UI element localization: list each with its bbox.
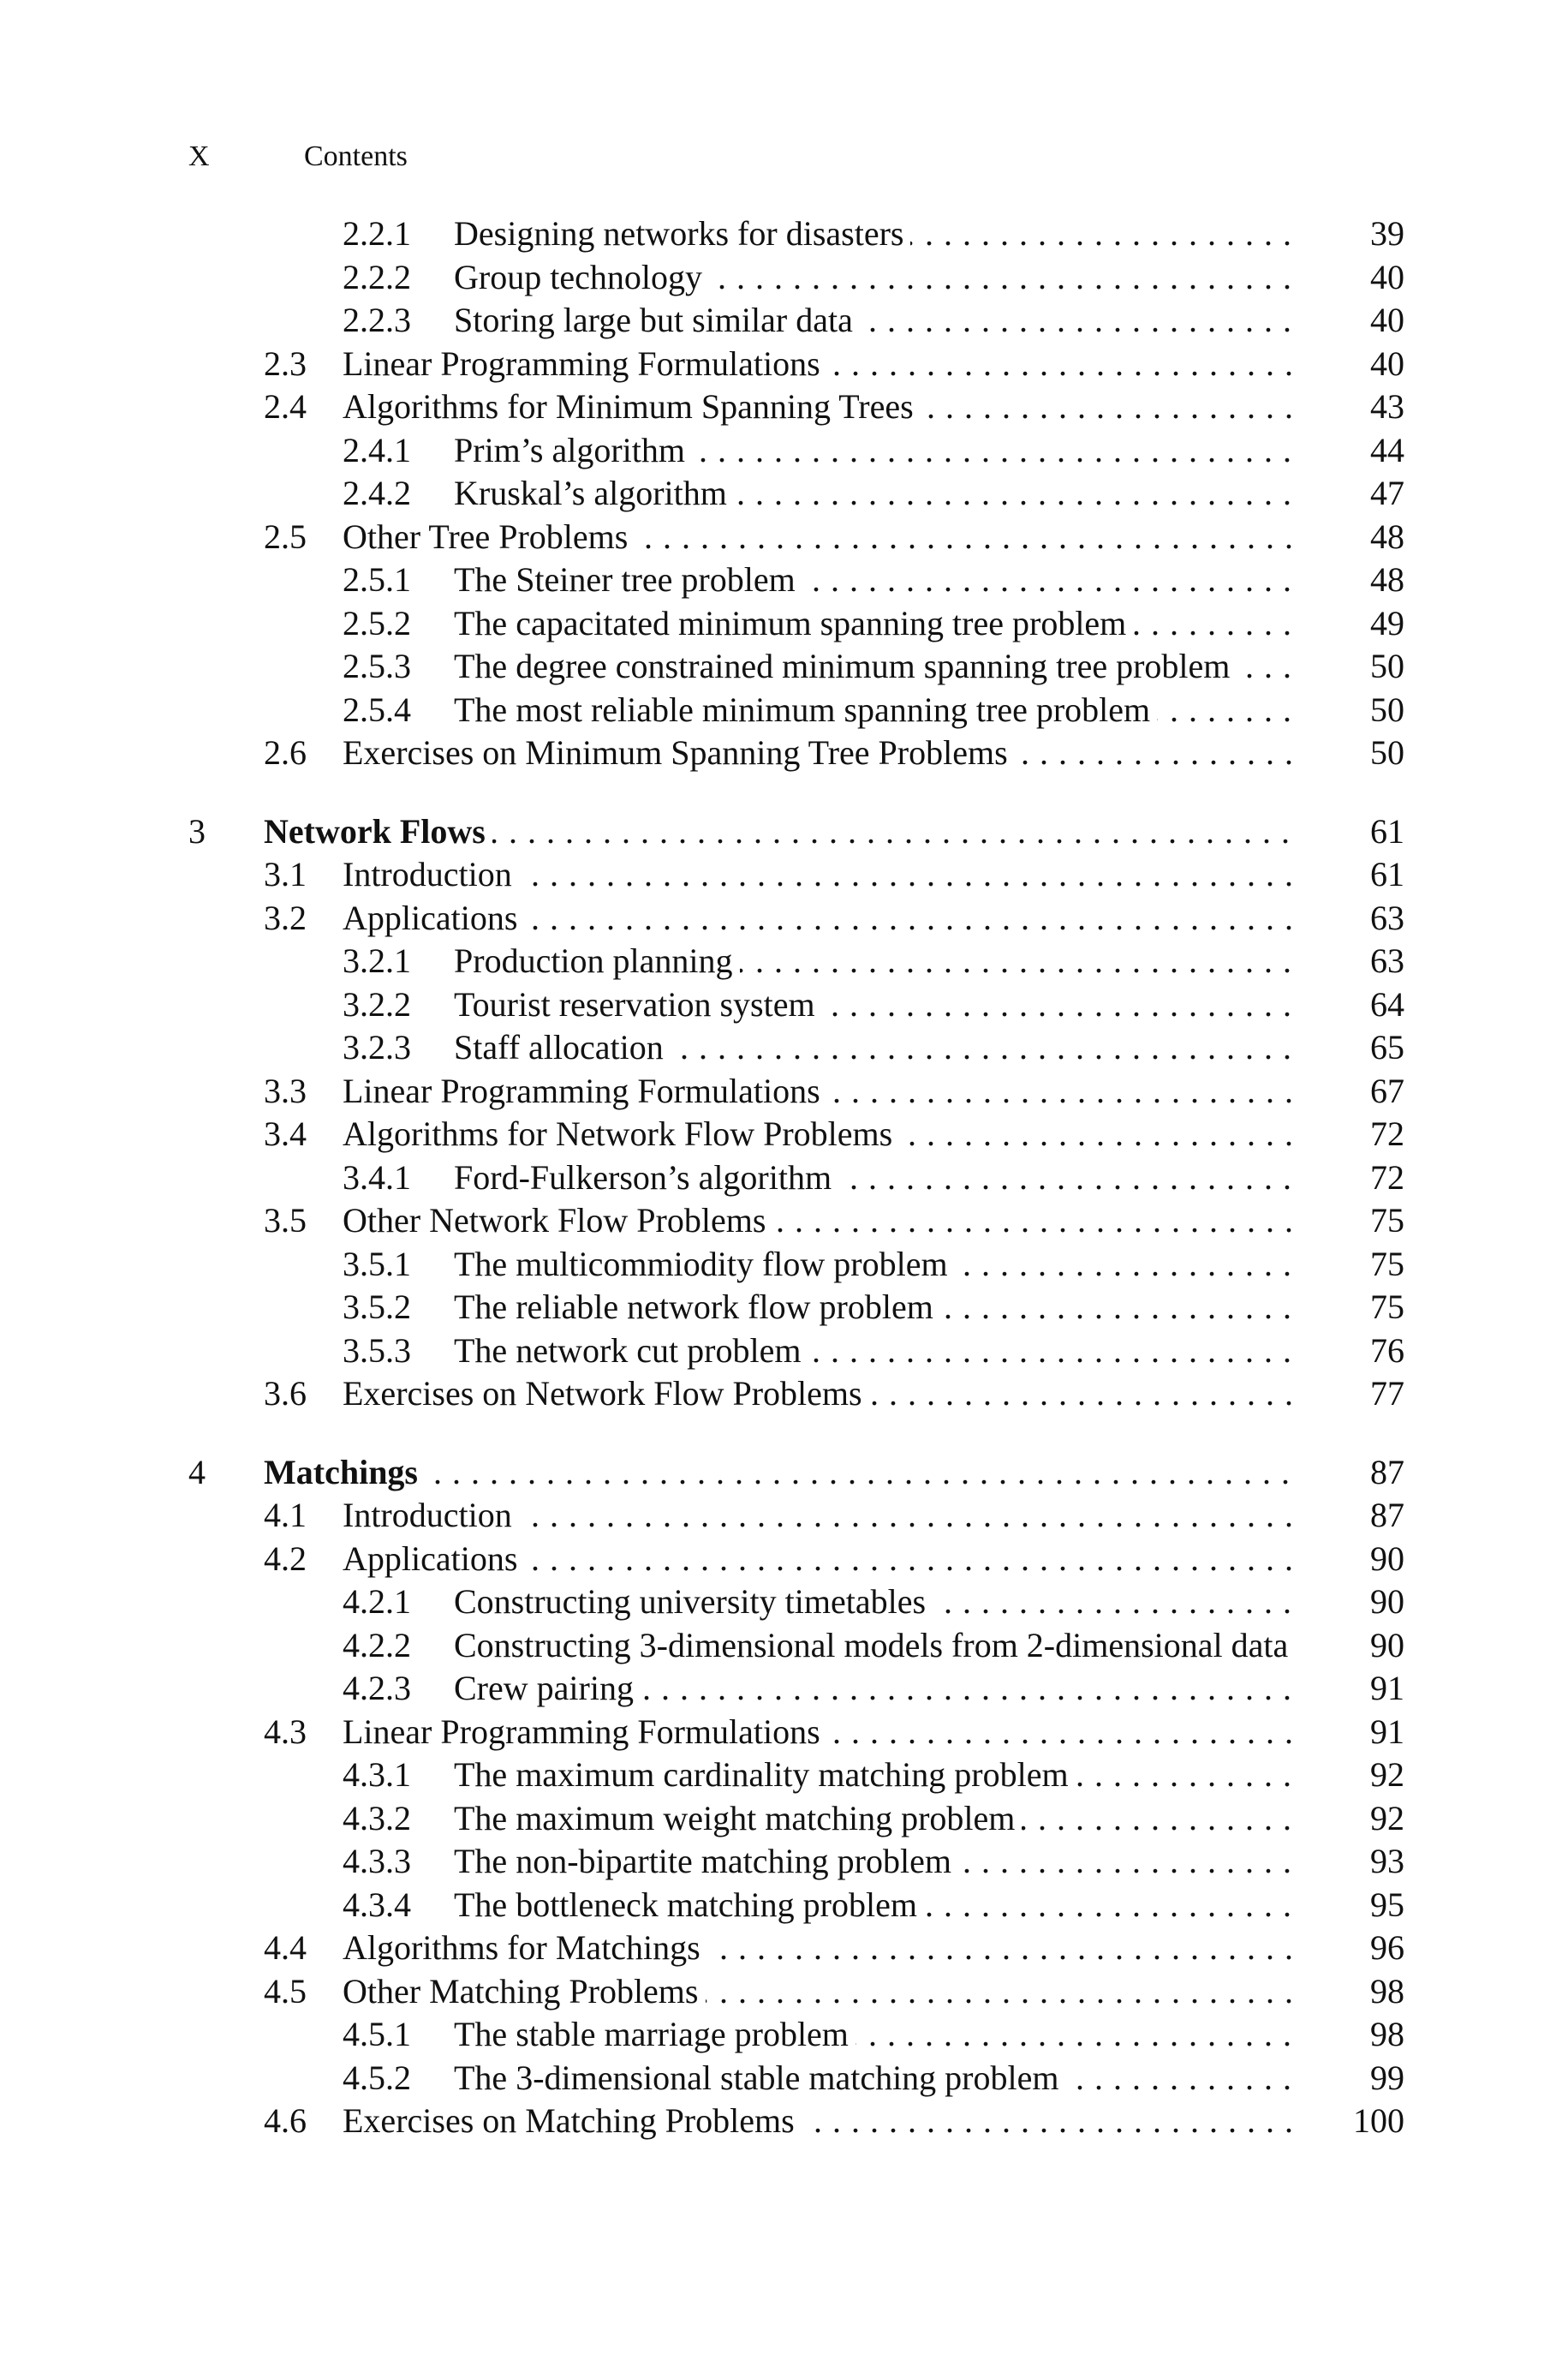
- toc-entry-section[interactable]: [188, 2100, 1404, 2143]
- toc-entry-title-text: Linear Programming Formulations: [343, 344, 827, 383]
- toc-entry-page: 63: [1370, 941, 1404, 980]
- toc-entry-subsection[interactable]: [188, 1026, 1404, 1070]
- toc-entry-page: 87: [1370, 1496, 1404, 1534]
- toc-entry-page: 91: [1370, 1669, 1404, 1707]
- toc-entry-number: 3.5.2: [343, 1288, 411, 1326]
- toc-entry-title: [454, 1797, 1302, 1841]
- toc-entry-title-text: Prim’s algorithm: [454, 431, 692, 469]
- toc-entry-title: [343, 385, 1302, 429]
- toc-entry-subsection[interactable]: [188, 2057, 1404, 2100]
- toc-entry-subsection[interactable]: [188, 1884, 1404, 1927]
- toc-entry-page: 49: [1370, 603, 1404, 642]
- toc-entry-chapter[interactable]: [188, 810, 1404, 854]
- toc-entry-title-text: Kruskal’s algorithm: [454, 474, 734, 512]
- toc-entry-number: 2.3: [264, 344, 307, 383]
- toc-entry-subsection[interactable]: [188, 559, 1404, 602]
- toc-entry-number: 4.4: [264, 1928, 307, 1967]
- toc-entry-page: 91: [1370, 1712, 1404, 1751]
- toc-entry-page: 40: [1370, 344, 1404, 383]
- toc-entry-section[interactable]: [188, 1711, 1404, 1754]
- toc-entry-title: [454, 689, 1302, 732]
- toc-entry-title-text: Crew pairing: [454, 1669, 641, 1707]
- toc-entry-page: 43: [1370, 387, 1404, 426]
- toc-entry-number: 3.2: [264, 898, 307, 937]
- toc-entry-number: 2.2.2: [343, 257, 411, 296]
- toc-entry-title: [454, 645, 1302, 689]
- toc-entry-title-text: Algorithms for Matchings: [343, 1928, 707, 1967]
- toc-entry-title-text: Constructing university timetables: [454, 1582, 933, 1621]
- toc-entry-subsection[interactable]: [188, 645, 1404, 689]
- toc-entry-title-text: Introduction: [343, 855, 519, 893]
- toc-entry-page: 77: [1370, 1374, 1404, 1413]
- toc-entry-title-text: The most reliable minimum spanning tree problem: [454, 690, 1157, 729]
- toc-entry-title: [343, 1970, 1302, 2014]
- toc-entry-section[interactable]: [188, 1372, 1404, 1416]
- toc-entry-title-text: The capacitated minimum spanning tree problem: [454, 604, 1133, 642]
- toc-entry-title-text: Exercises on Network Flow Problems: [343, 1374, 869, 1413]
- toc-entry-page: 47: [1370, 474, 1404, 512]
- toc-entry-number: 4.6: [264, 2101, 307, 2140]
- toc-entry-title-text: Network Flows: [264, 812, 492, 851]
- toc-entry-title-text: The stable marriage problem: [454, 2015, 856, 2053]
- toc-entry-number: 2.4.2: [343, 474, 411, 512]
- toc-entry-title: [343, 897, 1302, 941]
- toc-entry-number: 3.2.2: [343, 984, 411, 1024]
- toc-entry-number: 4.5.1: [343, 2015, 411, 2053]
- toc-entry-section[interactable]: [188, 1494, 1404, 1538]
- toc-entry-section[interactable]: [188, 732, 1404, 775]
- toc-entry-title: [264, 1451, 1302, 1495]
- toc-entry-subsection[interactable]: [188, 472, 1404, 516]
- toc-entry-subsection[interactable]: [188, 1624, 1404, 1668]
- toc-entry-page: 90: [1370, 1582, 1404, 1621]
- toc-entry-page: 50: [1370, 733, 1404, 772]
- toc-entry-title-text: Constructing 3-dimensional models from 2-dimensional data: [454, 1626, 1295, 1664]
- toc-entry-subsection[interactable]: [188, 429, 1404, 473]
- toc-entry-subsection[interactable]: [188, 2013, 1404, 2057]
- toc-entry-title: [343, 1538, 1302, 1581]
- toc-entry-number: 2.5.4: [343, 690, 411, 729]
- toc-entry-title-text: The reliable network flow problem: [454, 1288, 940, 1326]
- toc-entry-chapter[interactable]: [188, 1451, 1404, 1495]
- toc-entry-number: 4.3.3: [343, 1842, 411, 1880]
- toc-entry-title-text: The bottleneck matching problem: [454, 1885, 924, 1924]
- toc-entry-title-text: Other Tree Problems: [343, 517, 635, 556]
- toc-entry-title: [343, 516, 1302, 559]
- toc-entry-title: [454, 2013, 1302, 2057]
- toc-entry-subsection[interactable]: [188, 689, 1404, 732]
- toc-entry-number: 3.5.1: [343, 1244, 411, 1283]
- toc-entry-title-text: Algorithms for Minimum Spanning Trees: [343, 387, 921, 426]
- toc-entry-title: [343, 1113, 1302, 1156]
- toc-entry-number: 4.3.2: [343, 1798, 411, 1837]
- toc-entry-title-text: Ford-Fulkerson’s algorithm: [454, 1158, 838, 1197]
- toc-entry-section[interactable]: [188, 1538, 1404, 1581]
- toc-entry-number: 4.3: [264, 1712, 307, 1751]
- toc-entry-title: [343, 1199, 1302, 1243]
- toc-entry-title: [454, 1580, 1302, 1624]
- toc-entry-number: 2.5: [264, 517, 307, 556]
- toc-entry-page: 48: [1370, 560, 1404, 599]
- toc-entry-title: [454, 602, 1302, 646]
- toc-entry-title: [343, 343, 1302, 386]
- toc-entry-section[interactable]: [188, 897, 1404, 941]
- toc-entry-subsection[interactable]: [188, 299, 1404, 343]
- toc-entry-page: 93: [1370, 1842, 1404, 1880]
- toc-entry-subsection[interactable]: [188, 1329, 1404, 1373]
- toc-entry-page: 90: [1370, 1625, 1404, 1664]
- toc-entry-page: 98: [1370, 2015, 1404, 2053]
- toc-entry-title: [454, 2057, 1302, 2100]
- toc-entry-page: 90: [1370, 1539, 1404, 1578]
- toc-entry-title: [343, 1070, 1302, 1114]
- toc-entry-title-text: The multicommiodity flow problem: [454, 1245, 955, 1283]
- toc-entry-page: 61: [1370, 811, 1404, 851]
- toc-entry-title: [454, 1667, 1302, 1711]
- toc-entry-number: 3.5.3: [343, 1330, 411, 1370]
- toc-entry-title-text: The Steiner tree problem: [454, 560, 802, 599]
- toc-entry-section[interactable]: [188, 1070, 1404, 1114]
- toc-entry-section[interactable]: [188, 385, 1404, 429]
- toc-entry-title: [343, 1372, 1302, 1416]
- toc-entry-title: [454, 429, 1302, 473]
- toc-entry-section[interactable]: [188, 1970, 1404, 2014]
- toc-gap: [188, 775, 1404, 810]
- toc-entry-title-text: Production planning: [454, 941, 740, 980]
- toc-entry-title-text: The maximum weight matching problem: [454, 1799, 1022, 1837]
- toc-entry-number: 4.3.1: [343, 1755, 411, 1794]
- toc-entry-title-text: Exercises on Matching Problems: [343, 2101, 802, 2140]
- toc-entry-title: [454, 559, 1302, 602]
- toc-entry-number: 2.2.3: [343, 301, 411, 339]
- toc-entry-number: 3.4: [264, 1114, 307, 1153]
- toc-entry-title: [264, 810, 1302, 854]
- toc-entry-title-text: The non-bipartite matching problem: [454, 1842, 958, 1880]
- toc-entry-title: [454, 1329, 1302, 1373]
- toc-entry-subsection[interactable]: [188, 602, 1404, 646]
- toc-entry-title: [454, 1286, 1302, 1329]
- toc-entry-number: 2.4.1: [343, 430, 411, 469]
- toc-entry-page: 92: [1370, 1798, 1404, 1837]
- toc-entry-subsection[interactable]: [188, 1797, 1404, 1841]
- toc-entry-title: [454, 1840, 1302, 1884]
- toc-entry-page: 72: [1370, 1114, 1404, 1153]
- toc-entry-title: [454, 299, 1302, 343]
- toc-entry-title: [454, 256, 1302, 300]
- toc-entry-title: [454, 940, 1302, 983]
- toc-entry-title: [454, 983, 1302, 1027]
- toc-entry-page: 95: [1370, 1885, 1404, 1924]
- toc-entry-number: 3.1: [264, 855, 307, 893]
- toc-entry-title-text: Introduction: [343, 1496, 519, 1534]
- toc-entry-page: 40: [1370, 257, 1404, 296]
- toc-entry-page: 50: [1370, 690, 1404, 729]
- toc-entry-page: 50: [1370, 647, 1404, 685]
- toc-entry-title-text: The degree constrained minimum spanning tree problem: [454, 647, 1237, 685]
- toc-entry-number: 2.5.1: [343, 560, 411, 599]
- toc-entry-title-text: Other Network Flow Problems: [343, 1201, 772, 1240]
- toc-entry-page: 76: [1370, 1330, 1404, 1370]
- toc-entry-page: 44: [1370, 430, 1404, 469]
- toc-entry-section[interactable]: [188, 343, 1404, 386]
- toc-entry-number: 3.2.1: [343, 941, 411, 980]
- toc-entry-section[interactable]: [188, 853, 1404, 897]
- toc-entry-title-text: The maximum cardinality matching problem: [454, 1755, 1076, 1794]
- toc-entry-title: [454, 1884, 1302, 1927]
- toc-entry-title: [454, 1754, 1302, 1797]
- toc-entry-number: 3.6: [264, 1374, 307, 1413]
- toc-entry-title-text: The network cut problem: [454, 1331, 808, 1370]
- toc-entry-title: [454, 1243, 1302, 1287]
- toc-entry-title-text: Other Matching Problems: [343, 1972, 706, 2011]
- toc-entry-number: 2.6: [264, 733, 307, 772]
- toc-entry-page: 75: [1370, 1288, 1404, 1326]
- toc-entry-section[interactable]: [188, 1927, 1404, 1970]
- toc-entry-subsection[interactable]: [188, 1754, 1404, 1797]
- toc-entry-page: 72: [1370, 1157, 1404, 1197]
- toc-entry-title-text: Linear Programming Formulations: [343, 1712, 827, 1751]
- toc-entry-page: 40: [1370, 301, 1404, 339]
- toc-entry-title: [454, 1156, 1302, 1200]
- toc-entry-subsection[interactable]: [188, 1243, 1404, 1287]
- toc-entry-number: 3.4.1: [343, 1157, 411, 1197]
- toc-entry-title-text: Matchings: [264, 1453, 425, 1491]
- toc-entry-title-text: Storing large but similar data: [454, 301, 860, 339]
- toc-entry-page: 92: [1370, 1755, 1404, 1794]
- toc-entry-page: 99: [1370, 2058, 1404, 2097]
- toc-entry-subsection[interactable]: [188, 256, 1404, 300]
- toc-entry-number: 4.5: [264, 1971, 307, 2011]
- toc-entry-page: 48: [1370, 517, 1404, 556]
- toc-entry-section[interactable]: [188, 516, 1404, 559]
- toc-entry-page: 75: [1370, 1201, 1404, 1240]
- toc-entry-title-text: Exercises on Minimum Spanning Tree Problems: [343, 733, 1015, 772]
- toc-entry-subsection[interactable]: [188, 1156, 1404, 1200]
- toc-entry-title: [343, 853, 1302, 897]
- toc-entry-title: [343, 1927, 1302, 1970]
- table-of-contents: [188, 212, 1404, 2143]
- toc-entry-number: 3.2.3: [343, 1028, 411, 1067]
- toc-entry-page: 96: [1370, 1928, 1404, 1967]
- toc-entry-title-text: The 3-dimensional stable matching problem: [454, 2058, 1065, 2097]
- toc-entry-subsection[interactable]: [188, 1667, 1404, 1711]
- toc-entry-title: [343, 1494, 1302, 1538]
- toc-entry-page: 39: [1370, 214, 1404, 253]
- toc-entry-title-text: Linear Programming Formulations: [343, 1072, 827, 1110]
- toc-entry-section[interactable]: [188, 1113, 1404, 1156]
- toc-entry-subsection[interactable]: [188, 1840, 1404, 1884]
- toc-entry-number: 3: [188, 811, 206, 851]
- toc-entry-title-text: Applications: [343, 1539, 524, 1578]
- toc-entry-page: 63: [1370, 898, 1404, 937]
- toc-entry-title: [454, 212, 1302, 256]
- toc-entry-page: 98: [1370, 1971, 1404, 2011]
- toc-entry-page: 64: [1370, 984, 1404, 1024]
- toc-entry-page: 100: [1353, 2101, 1404, 2140]
- toc-entry-number: 2.2.1: [343, 214, 411, 253]
- toc-entry-number: 3.5: [264, 1201, 307, 1240]
- toc-entry-page: 75: [1370, 1244, 1404, 1283]
- toc-entry-subsection[interactable]: [188, 983, 1404, 1027]
- page-number: X: [188, 140, 210, 172]
- toc-entry-title: [454, 1624, 1302, 1668]
- toc-entry-title: [454, 1026, 1302, 1070]
- toc-entry-number: 4.2.3: [343, 1669, 411, 1707]
- toc-entry-title-text: Designing networks for disasters: [454, 214, 910, 253]
- toc-entry-section[interactable]: [188, 1199, 1404, 1243]
- toc-entry-number: 3.3: [264, 1071, 307, 1110]
- toc-entry-title: [343, 1711, 1302, 1754]
- toc-entry-number: 2.4: [264, 387, 307, 426]
- running-title: Contents: [304, 140, 408, 172]
- toc-entry-title-text: Tourist reservation system: [454, 985, 822, 1024]
- toc-entry-subsection[interactable]: [188, 1580, 1404, 1624]
- toc-entry-number: 4: [188, 1452, 206, 1491]
- toc-entry-number: 4.1: [264, 1496, 307, 1534]
- toc-gap: [188, 1416, 1404, 1451]
- toc-entry-title-text: Staff allocation: [454, 1028, 671, 1067]
- toc-entry-title-text: Algorithms for Network Flow Problems: [343, 1114, 899, 1153]
- toc-entry-page: 87: [1370, 1452, 1404, 1491]
- toc-entry-subsection[interactable]: [188, 1286, 1404, 1329]
- toc-entry-title: [343, 732, 1302, 775]
- toc-entry-title-text: Group technology: [454, 258, 709, 296]
- toc-entry-number: 2.5.3: [343, 647, 411, 685]
- toc-entry-number: 4.2.2: [343, 1625, 411, 1664]
- toc-entry-subsection[interactable]: [188, 212, 1404, 256]
- toc-entry-page: 61: [1370, 855, 1404, 893]
- toc-entry-page: 67: [1370, 1071, 1404, 1110]
- toc-entry-number: 4.2: [264, 1539, 307, 1578]
- toc-entry-title: [343, 2100, 1302, 2143]
- toc-entry-title: [454, 472, 1302, 516]
- toc-entry-number: 2.5.2: [343, 603, 411, 642]
- toc-entry-number: 4.3.4: [343, 1885, 411, 1924]
- toc-entry-page: 65: [1370, 1028, 1404, 1067]
- toc-entry-title-text: Applications: [343, 899, 524, 937]
- toc-entry-subsection[interactable]: [188, 940, 1404, 983]
- toc-entry-number: 4.5.2: [343, 2058, 411, 2097]
- toc-entry-number: 4.2.1: [343, 1582, 411, 1621]
